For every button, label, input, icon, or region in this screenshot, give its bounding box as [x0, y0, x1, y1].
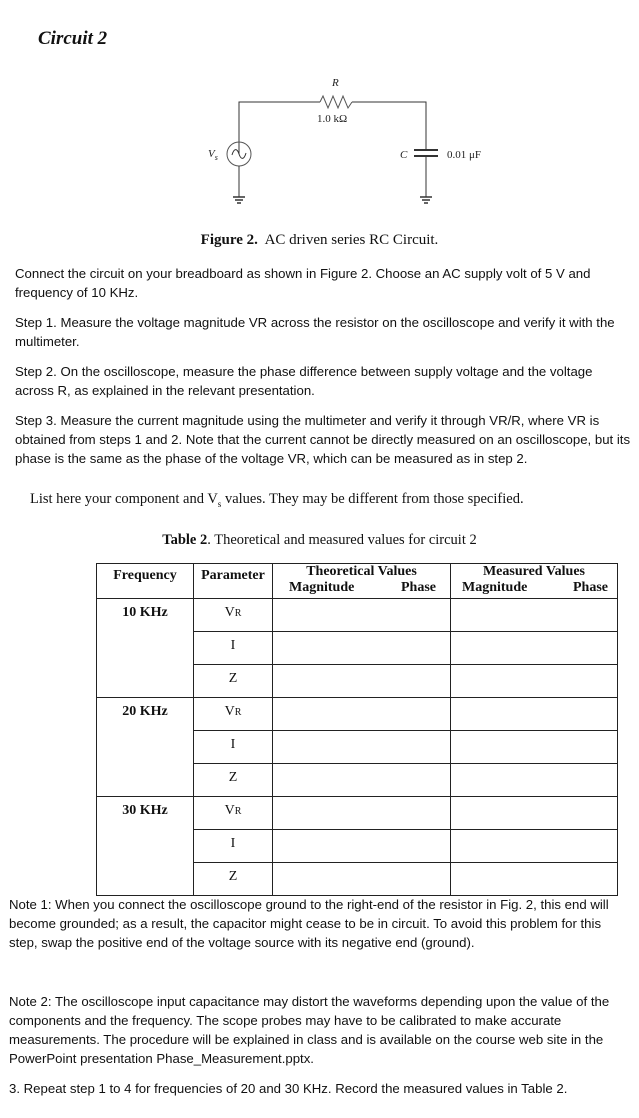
param-vr: VR: [224, 605, 242, 620]
ground-symbol-left: [233, 197, 245, 203]
table-caption: [0, 532, 639, 549]
theoretical-cell[interactable]: [273, 863, 451, 896]
header-frequency: Frequency: [97, 564, 194, 599]
figure-label: Figure 2.: [200, 232, 258, 248]
measured-cell[interactable]: [451, 863, 618, 896]
resistor-label: R: [332, 77, 339, 89]
rc-circuit-diagram: [190, 72, 510, 222]
figure-caption: [0, 232, 639, 249]
table-header-row: [97, 564, 618, 599]
header-measured: Measured Values Magnitude Phase: [451, 564, 618, 599]
frequency-cell: 10 KHz: [97, 599, 194, 698]
source-label: $V_s$: [208, 148, 218, 162]
theoretical-cell[interactable]: [273, 797, 451, 830]
header-theoretical: Theoretical Values Magnitude Phase: [273, 564, 451, 599]
measured-cell[interactable]: [451, 764, 618, 797]
measured-cell[interactable]: [451, 599, 618, 632]
note-1: Note 1: When you connect the oscilloscope ground to the right-end of the resistor in Fig. 2, this end will become grounded; as a result, the capacitor might cease to be in circuit. To avoid this problem for this step, swap the positive end of the voltage source with its negative end (ground).: [9, 897, 609, 950]
page-title: Circuit 2: [38, 28, 108, 49]
step-3-paragraph: Step 3. Measure the current magnitude using the multimeter and verify it through VR/R, where VR is obtained from steps 1 and 2. Note that the current cannot be directly measured on an oscilloscope, but its phase is the same as the phase of the voltage VR, which can be measured as in step 2.: [15, 413, 631, 466]
theoretical-cell[interactable]: [273, 731, 451, 764]
frequency-cell: 20 KHz: [97, 698, 194, 797]
parameter-cell: [194, 698, 273, 731]
parameter-cell: Z: [194, 764, 273, 797]
capacitor-label: C: [400, 149, 408, 161]
table-row: [97, 698, 618, 731]
table-label: Table 2: [162, 532, 208, 548]
parameter-cell: I: [194, 731, 273, 764]
theoretical-cell[interactable]: [273, 764, 451, 797]
parameter-cell: Z: [194, 665, 273, 698]
measured-cell[interactable]: [451, 731, 618, 764]
wire-right: [352, 102, 426, 150]
table-row: [97, 797, 618, 830]
theoretical-cell[interactable]: [273, 698, 451, 731]
measured-cell[interactable]: [451, 632, 618, 665]
parameter-cell: I: [194, 830, 273, 863]
theoretical-cell[interactable]: [273, 599, 451, 632]
capacitor-value: 0.01 μF: [447, 149, 482, 161]
step-2-paragraph: Step 2. On the oscilloscope, measure the phase difference between supply voltage and the voltage across R, as explained in the relevant presentation.: [15, 364, 593, 398]
figure-text: AC driven series RC Circuit.: [264, 232, 439, 248]
list-values-note: List here your component and $V_s$ values. They may be different from those specified.: [30, 491, 524, 509]
measured-cell[interactable]: [451, 698, 618, 731]
step-1-paragraph: Step 1. Measure the voltage magnitude VR across the resistor on the oscilloscope and verify it with the multimeter.: [15, 315, 615, 349]
note-2: Note 2: The oscilloscope input capacitance may distort the waveforms depending upon the value of the components and the frequency. The scope probes may have to be calibrated to make accurate measurements. The procedure will be explained in class and is available on the course web site in the PowerPoint presentation Phase_Measurement.pptx.: [9, 994, 610, 1066]
ground-symbol-right: [420, 197, 432, 203]
param-vr: VR: [224, 704, 242, 719]
resistor-value: 1.0 kΩ: [317, 113, 348, 125]
header-parameter: Parameter: [194, 564, 273, 599]
table-row: [97, 599, 618, 632]
parameter-cell: I: [194, 632, 273, 665]
parameter-cell: [194, 599, 273, 632]
param-vr: VR: [224, 803, 242, 818]
theoretical-cell[interactable]: [273, 632, 451, 665]
values-table: [96, 563, 618, 896]
resistor-symbol: [320, 96, 352, 108]
note-3: 3. Repeat step 1 to 4 for frequencies of 20 and 30 KHz. Record the measured values in Table 2.: [9, 1081, 568, 1096]
measured-cell[interactable]: [451, 797, 618, 830]
wire-left: [239, 102, 320, 154]
measured-cell[interactable]: [451, 830, 618, 863]
parameter-cell: Z: [194, 863, 273, 896]
table-caption-text: . Theoretical and measured values for circuit 2: [207, 532, 477, 548]
frequency-cell: 30 KHz: [97, 797, 194, 896]
measured-cell[interactable]: [451, 665, 618, 698]
parameter-cell: [194, 797, 273, 830]
theoretical-cell[interactable]: [273, 830, 451, 863]
theoretical-cell[interactable]: [273, 665, 451, 698]
intro-paragraph: Connect the circuit on your breadboard as shown in Figure 2. Choose an AC supply volt of 5 V and frequency of 10 KHz.: [15, 266, 591, 300]
